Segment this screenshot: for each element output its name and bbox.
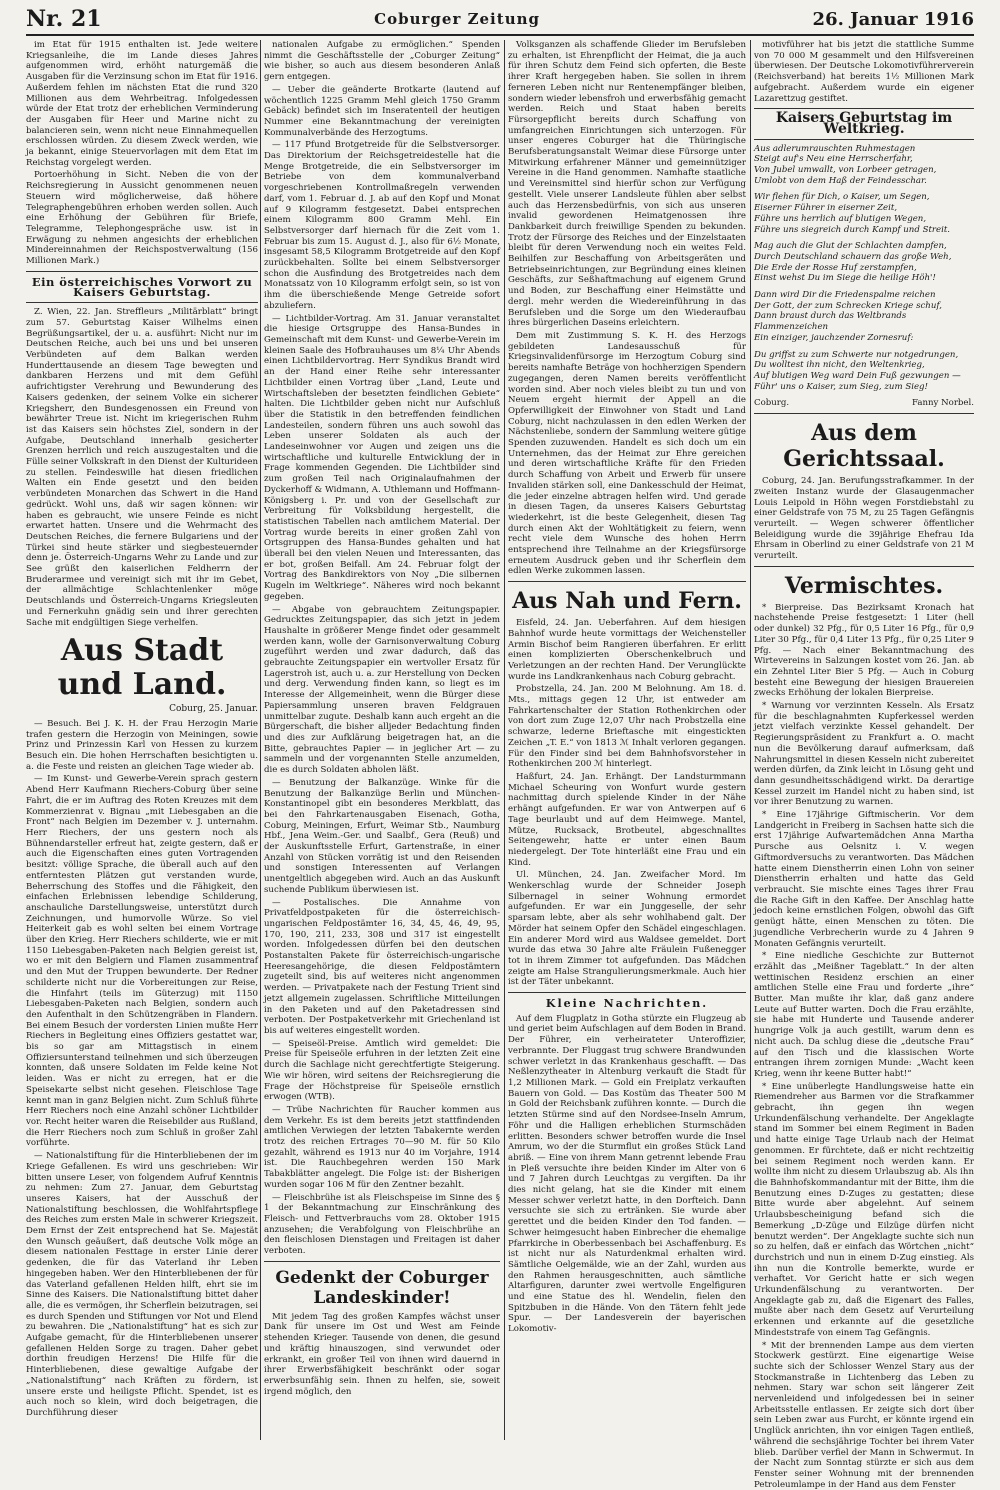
article-paragraph: motivführer hat bis jetzt die stattliche Summe von 70 000 M gesammelt und den Hilfsvereinen überwiesen. Der Deutsche Lokomotivführerverein (Reichsverband) hat bereits 1½ Millionen Mark aufgebracht. Außerdem wurde ein eigener Lazarettzug gestiftet. <box>754 40 974 104</box>
article-paragraph: — Abgabe von gebrauchtem Zeitungspapier. Gedrucktes Zeitungspapier, das sich jetzt in jedem Haushalte in größerer Menge findet oder gesammelt werden kann, wolle der Garnisonverwaltung Coburg zugeführt werden und zwar dadurch, daß das gebrauchte Zeitungspapier ein wertvoller Ersatz für Lagerstroh ist, auch u. a. zur Herstellung von Decken und derg. Verwendung finden kann, so liegt es im Interesse der Allgemeinheit, wenn die Bürger diese Papiersammlung unseren braven Feldgrauen unmittelbar zugute. Deshalb kann auch ergeht an die Bürgerschaft, die bisher alljeder Bedachtung finden und dies zur Aufklärung beigetragen hat, an die Bitte, gebrauchtes Papier — in jeglicher Art — zu sammeln und der vorgenannten Stelle anzumelden, die es durch Soldaten abholen läßt. <box>264 604 500 776</box>
poem-line: Dann wird Dir die Friedenspalme reichen <box>754 290 936 301</box>
article-paragraph: nationalen Aufgabe zu ermöglichen.“ Spenden nimmt die Geschäftsstelle der „Coburger Zeitung“ wie bisher, so auch aus diesem besonderen Anlaß gern entgegen. <box>264 40 500 83</box>
article-paragraph: Z. Wien, 22. Jan. Streffleurs „Militärblatt“ bringt zum 57. Geburtstag Kaiser Wilhelms einen Begrüßungsartikel, der u. a. ausführt: Nicht nur im Deutschen Reiche, auch bei uns und bei unseren Verbündeten auf dem Balkan werden Hunderttausende an diesem Tage bewegten und dankbaren Herzens und mit dem Gefühl aufrichtigster Verehrung und Bewunderung des Kaisers gedenken, der seinem Volke ein sicherer Kriegsherr, den Bundesgenossen ein Freund von bewährter Treue ist. Nicht im kriegerischen Ruhm ist das Kaisers sein höchstes Ziel, sondern in der Aufgabe, Deutschland innerhalb gesicherter Grenzen herrlich und reich auszugestalten und die Fülle seiner Volkskraft in den Dienst der Kulturideen zu stellen. Feindeswille hat diesen friedlichen Walten ein Ende gesetzt und den beiden verbündeten Monarchen das Schwert in die Hand gedrückt. Wohl uns, daß wir sagen können: wir haben es gebraucht, wie unsere Feinde es nicht erwartet hatten. Unsere und die Wehrmacht des Deutschen Reiches, die fernere Bulgariens und der Türkei sind heute stärker und siegbesteuernder denn je. Österreich-Ungarns Wehr zu Lande und zur See grüßt den kaiserlichen Feldherrn der Bruderarmee und vereinigt sich mit ihr im Gebet, der allmächtige Schlachtenlenker möge Deutschlands und Österreich-Ungarns Kriegsleuten und Fernerkuhn gnädig sein und ihrer gerechten Sache mit endgültigen Siege verhelfen. <box>26 307 258 628</box>
poem-line: Aus adlerumrauschten Ruhmestagen <box>754 143 916 154</box>
poem-stanza <box>754 144 974 187</box>
column-4 <box>754 40 974 1490</box>
article-paragraph: — Im Kunst- und Gewerbe-Verein sprach gestern Abend Herr Kaufmann Riechers-Coburg über seine Fahrt, die er im Auftrag des Roten Kreuzes mit dem Kommerzienrat v. Bignau „mit Liebesgaben an die Front“ nach Belgien im Dezember v. J. unternahm. Herr Riechers, der uns gestern noch als Bühnendarsteller erfreut hat, zeigte gestern, daß er auch die Eigenschaften eines guten Vortragenden besitzt: völlige Sprache, die überall auch auf den entferntesten Plätzen gut verstanden wurde, Beherrschung des Stoffes und die Fähigkeit, den einfachen Erlebnissen lebendige Schilderung, anschauliche Darstellungsweise, unterstützt durch Zeichnungen, und humorvolle Würze. So viel Heiterkeit gab es wohl selten bei einem Vortrage über den Krieg. Herr Riechers schilderte, wie er mit 1150 Liebesgaben-Paketen nach Belgien gereist ist, wo er mit den Belgiern und Flamen zusammentraf und den Mut der Truppen bewunderte. Der Redner schilderte nicht nur die Vorbereitungen zur Reise, die Hinfahrt (teils im Güterzug) mit 1150 Liebesgaben-Paketen nach Belgien, sondern auch den Aufenthalt in den Schützengräben in Flandern. Bei einem Besuch der vordersten Linien mußte Herr Riechers in Begleitung eines Offiziers gestattet war, bis so gar am Mittagstisch in einem Offiziersunterstand teilnehmen und sich überzeugen konnten, daß unsere Soldaten im Felde keine Not leiden. Was er nicht zu erregen, hat er die Speisekarte selbst nicht gesehen. Fleischlose Tage kennt man in ganz Belgien nicht. Zum Schluß führte Herr Riechers noch eine Anzahl schöner Lichtbilder vor. Recht heiter waren die Reisebilder aus Rußland, die Herr Riechers noch zum Schluß in großer Zahl vorführte. <box>26 774 258 1149</box>
columns <box>26 40 974 1490</box>
article-paragraph: Portoerhöhung in Sicht. Neben die von der Reichsregierung in Aussicht genommenen neuen Steuern wird möglicherweise, daß höhere Telegraphengebühren erhoben werden sollen. Auch eine Erhöhung der Gebühren für Briefe, Telegramme, Telephongespräche usw. ist in Erwägung zu nehmen angesichts der erheblichen Mindereinnahmen der Reichspostverwaltung (156 Millionen Mark.) <box>26 170 258 267</box>
dateline: Coburg, 25. Januar. <box>169 704 258 715</box>
article-paragraph: Probstzella, 24. Jan. 200 M Belohnung. Am 18. d. Mts., mittags gegen 12 Uhr, ist entweder am Fahrkartenschalter der Station Rothenkirchen oder von dort zum Zuge 12,07 Uhr nach Probstzella eine schwarze, lederne Brieftasche mit eingestickten Zeichen „T. E.“ von 1813 ℳ Inhalt verloren gegangen. Für den Finder sind bei dem Bahnhofsvorsteher in Rothenkirchen 200 ℳ hinterlegt. <box>508 684 746 770</box>
poem-line: Ein einziger, jauchzender Zornesruf: <box>754 332 914 343</box>
poem-line: Wir flehen für Dich, o Kaiser, um Segen, <box>754 192 930 203</box>
poem-line: Von Jubel umwallt, von Lorbeer getragen, <box>754 165 937 176</box>
divider <box>264 1261 500 1262</box>
article-paragraph: — Fleischbrühe ist als Fleischspeise im Sinne des § 1 der Bekanntmachung zur Einschränkung des Fleisch- und Fettverbrauchs vom 28. Oktober 1915 anzusehen; die Verabfolgung von Fleischbrühe an den fleischlosen Dienstagen und Freitagen ist daher verboten. <box>264 1192 500 1257</box>
poem-line: Du griffst zu zum Schwerte nur notgedrungen, <box>754 349 959 360</box>
divider <box>26 302 258 303</box>
article-paragraph: * Eine unüberlegte Handlungsweise hatte ein Riemendreher aus Barmen vor die Strafkammer gebracht, ihn gegen ihn wegen Urkundenfälschung verhandelte. Der Angeklagte stand im Sommer bei einem Regiment in Baden und hatte einige Tage Urlaub nach der Heimat genommen. Er fürchtete, daß er nicht rechtzeitig bei seinem Regiment noch werden kann. Er wollte ihm nicht zu diesem Urlaubszug ab. Als ihn die Bahnhofskommandantur mit der Bitte, ihm die Benutzung eines D-Zuges zu gestatten; diese Bitte wurde aber abgelehnt. Auf seinem Urlaubsbescheinigung befand sich die Bemerkung „D-Züge und Eilzüge dürfen nicht benutzt werden“. Der Angeklagte suchte sich nun so zu helfen, daß er einfach das Wörtchen „nicht“ durchstrich und nun in einem D-Zug einstieg. Als ihn nun die Kontrolle bemerkte, wurde er verhaftet. Vor Gericht hatte er sich wegen Urkundenfälschung zu verantworten. Der Angeklagte gab zu, daß die Eigenart des Falles, mußte aber nach dem Gesetz auf Verurteilung erkennen und erkannte auf die gesetzliche Mindeststrafe von einem Tag Gefängnis. <box>754 1081 974 1338</box>
article-paragraph: Auf dem Flugplatz in Gotha stürzte ein Flugzeug ab und geriet beim Aufschlagen auf dem Boden in Brand. Der Führer, ein verheirateter Unteroffizier, verbrannte. Der Fluggast trug schwere Brandwunden schwer verletzt in das Krankenhaus geschafft. — Das Neßlenzytheater in Altenburg verkauft die Stadt für 1,2 Millionen Mark. — Gold ein Freiplatz verkauften Bauern von Gold. — Das Kostüm das Theater 500 M in Gold der Reichsbank zuführen konnte. — Durch die letzten Stürme sind auf den Nordsee-Inseln Amrum, Föhr und die Halligen erheblichen Sturmschäden erlitten. Besonders schwer betroffen wurde die Insel Amrum, wo der die Sturmflut ein großes Stück Land abriß. — Eine von ihrem Mann getrennt lebende Frau in Pleß versuchte ihre beiden Kinder im Alter von 6 und 7 Jahren durch Leuchtgas zu vergiften. Da ihr dies nicht gelang, hat sie die Kinder mit einem Messer schwer verletzt hatte, in den Dorfteich. Dann versuchte sie sich zu ertränken. Sie wurde aber gerettet und die beiden Kinder den Tod fanden. — Schwer heimgesucht haben Einbrecher die ehemalige Pfarrkirche in Oberbessenbach bei Aschaffenburg. Es ist nicht nur als Naturdenkmal erhalten wird. Sämtliche Oelgemälde, wie an der Zahl, wurden aus den Rahmen herausgeschnitten, auch sämtliche Altarfiguren, darunter zwei wertvolle Engelfiguren und eine Statue des hl. Wendelin, fielen den Spitzbuben in die Hände. Von den Tätern fehlt jede Spur. — Der Landesverein der bayerischen Lokomotiv- <box>508 1013 746 1335</box>
poem-line: Durch Deutschland schauern das große Weh, <box>754 251 952 262</box>
divider <box>754 413 974 414</box>
column-divider <box>750 40 751 1440</box>
poem-stanza <box>754 290 974 344</box>
divider <box>754 139 974 140</box>
poem-line: Du wolltest ihn nicht, den Weltenkrieg, <box>754 360 925 371</box>
section-heading: Vermischtes. <box>784 572 944 599</box>
poem-line: Dann braust durch das Weltbrands Flammenzeichen <box>754 311 907 333</box>
article-paragraph: — Besuch. Bei J. K. H. der Frau Herzogin Marie trafen gestern die Herzogin von Meiningen, sowie Prinz und Prinzessin Karl von Hessen zu kurzem Besuch ein. Die hohen Herrschaften besichtigten u. a. die Feste und reisten an gleichen Tage wieder ab. <box>26 718 258 772</box>
divider <box>508 581 746 582</box>
article-paragraph: — Ueber die geänderte Brotkarte (lautend auf wöchentlich 1225 Gramm Mehl gleich 1750 Gramm Gebäck) befindet sich im Inseratenteil der heutigen Nummer eine Bekanntmachung der vereinigten Kommunalverbände des Herzogtums. <box>264 84 500 138</box>
column-1 <box>26 40 258 1440</box>
column-divider <box>504 40 505 1440</box>
article-paragraph: * Mit der brennenden Lampe aus dem vierten Stockwerk gestürzt. Eine eigenartige Weise suchte sich der Schlosser Wenzel Stary aus der Stockmanstraße in Lichtenberg das Leben zu nehmen. Stary war schon seit längerer Zeit nervenleidend und infolgedessen bei in seiner Arbeitsstelle entlassen. Er zeigte sich dort über sein Leben zwar aus Furcht, er könnte irgend ein Unglück anrichten, ihn vor einigen Tagen entließ, während die sechsjährige Tochter bei ihrem Vater blieb. Darüber verfiel der Mann in Schwermut. In der Nacht zum Sonntag stürzte er sich aus dem Fenster seiner Wohnung mit der brennenden Petroleumlampe in der Hand aus dem Fenster <box>754 1340 974 1490</box>
poem-stanza <box>754 192 974 235</box>
issue-number: Nr. 21 <box>26 6 102 32</box>
poem-line: Eiserner Führer in eiserner Zeit, <box>754 203 898 214</box>
divider <box>754 566 974 567</box>
issue-date: 26. Januar 1916 <box>812 8 974 30</box>
column-3 <box>508 40 746 1440</box>
article-paragraph: — Lichtbilder-Vortrag. Am 31. Januar veranstaltet die hiesige Ortsgruppe des Hansa-Bundes in Gemeinschaft mit dem Kunst- und Gewerbe-Verein im kleinen Saale des Hofbrauhauses um 8¼ Uhr Abends einen Lichtbildervortrag. Herr Syndikus Brandt wird an der Hand einer Reihe sehr interessanter Lichtbilder einen Vortrag über „Land, Leute und Wirtschaftsleben der besetzten feindlichen Gebiete“ halten. Die Lichtbilder geben nicht nur Aufschluß über die Statistik in den betreffenden feindlichen Landesteilen, sondern führen uns auch sowohl das Leben unserer Soldaten als auch der Landeseinwohner vor Augen und zeigen uns die wirtschaftliche und kulturelle Entwicklung der in Frage kommenden Gegenden. Die Lichtbilder sind zum großen Teil nach Originalaufnahmen der Dyckerhoff & Widmann, A. Uthlemann und Hoffmann-Königsberg i. Pr. und von der Gesellschaft zur Verbreitung für Volksbildung hergestellt, die statistischen Tabellen nach amtlichem Material. Der Vortrag wurde bereits in einer großen Zahl von Ortsgruppen des Hansa-Bundes gehalten und hat überall bei den vielen Neuen und Interessanten, das er bot, großen Beifall. Am 24. Februar folgt der Vortrag des Bankdirektors von Noy „Die silbernen Kugeln im Weltkriege“. Näheres wird noch bekannt gegeben. <box>264 313 500 602</box>
section-heading: Aus Stadt und Land. <box>57 633 227 703</box>
signature-author: Fanny Norbel. <box>911 398 974 409</box>
section-heading: Aus dem Gerichtssaal. <box>783 420 945 473</box>
poem <box>754 144 974 393</box>
section-heading: Kleine Nachrichten. <box>545 997 709 1011</box>
article-paragraph: * Bierpreise. Das Bezirksamt Kronach hat nachstehende Preise festgesetzt: 1 Liter (hell oder dunkel) 32 Pfg., für 0,5 Liter 16 Pfg., für 0,9 Liter 30 Pfg., für 0,4 Liter 13 Pfg., für 0,25 Liter 9 Pfg. — Nach einer Bekanntmachung des Wirtevereins in Salzungen kostet vom 26. Jan. ab ein Zehntel Liter Bier 5 Pfg. — Auch in Coburg besteht eine Bewegung der hiesigen Brauereien zwecks Erhöhung der lokalen Bierpreise. <box>754 602 974 699</box>
article-paragraph: — Speiseöl-Preise. Amtlich wird gemeldet: Die Preise für Speiseöle erfuhren in der letzten Zeit eine durch die Sachlage nicht gerechtfertigte Steigerung. Wie wir hören, wird seitens der Reichsregierung die Frage der Höchstpreise für Speiseöle ernstlich erwogen (WTB). <box>264 1038 500 1103</box>
article-paragraph: Coburg, 24. Jan. Berufungsstrafkammer. In der zweiten Instanz wurde der Glasaugenmacher Louis Leipold in Höhn wegen Forstdiebstahl zu einer Geldstrafe von 75 M, zu 25 Tagen Gefängnis verurteilt. — Wegen schwerer öffentlicher Beleidigung wurde die 39jährige Ehefrau Ida Ehrsam in Oberlind zu einer Geldstrafe von 21 M verurteilt. <box>754 476 974 562</box>
poem-line: Einst wehst Du im Siege die heilige Höh'! <box>754 273 936 284</box>
poem-line: Der Gott, der zum Schrecken Kriege schuf, <box>754 300 942 311</box>
article-paragraph: Volksganzen als schaffende Glieder im Berufsleben zu erhalten, ist Ehrenpflicht der Heimat, die ja auch für ihren Schutz dem Feind sich opferten, die Beste ihrer Kraft hergegeben haben. Sie sollen in ihrem ferneren Leben nicht nur Rentenempfänger bleiben, sondern wieder lebensfroh und erwerbsfähig gemacht werden. Reich und Staat haben bereits Fürsorgepflicht bereits durch Schaffung von umfangreichen Einrichtungen sich unterzogen. Für unser engeres Coburger hat die Thüringische Berufsberatungsanstalt Weimar diese Fürsorge unter Mitwirkung erfahrener Männer und gemeinnütziger Vereine in die Hand genommen. Namhafte staatliche und Vereinsmittel sind hierfür schon zur Verfügung gestellt. Viele unserer Landsleute fühlen aber selbst auch das Herzensbedürfnis, von sich aus unseren invalid gewordenen Heimatgenossen ihre Dankbarkeit durch freiwillige Spenden zu bekunden. Trotz der Fürsorge des Reiches und der Einzelstaaten bleibt für deren Verwendung noch ein weites Feld. Beihilfen zur Beschaffung von Arbeitsgeräten und Betriebseinrichtungen, zur Begründung eines kleinen Geschäfts, zur Seßhaftmachung auf eigenem Grund und Boden, zur Beschaffung einer Heimstätte und dergl. mehr werden die Wiedereinführung in das Berufsleben und die Sorge um den Wiederaufbau ihres bürgerlichen Daseins erleichtern. <box>508 40 746 329</box>
newspaper-title: Coburger Zeitung <box>374 10 540 28</box>
signature-place: Coburg. <box>754 398 790 409</box>
poem-line: Die Erde der Rosse Huf zerstampfen, <box>754 262 917 273</box>
poem-stanza <box>754 350 974 393</box>
article-paragraph: Mit jedem Tag des großen Kampfes wächst unser Dank für unsere im Ost und West am Feinde stehenden Krieger. Tausende von denen, die gesund und kräftig hinauszogen, sind verwundet oder erkrankt, ein großer Teil von ihnen wird dauernd in ihrer Erwerbsfähigkeit beschränkt oder sogar erwerbsunfähig sein. Ihnen zu helfen, sie, soweit irgend möglich, den <box>264 1311 500 1397</box>
article-paragraph: Dem mit Zustimmung S. K. H. des Herzogs gebildeten Landesausschuß für Kriegsinvalidenfürsorge im Herzogtum Coburg sind bereits namhafte Beträge von hochherzigen Spendern zugegangen, deren Namen bereits veröffentlicht worden sind. Aber noch vieles bleibt zu tun und von Neuem ergeht hiermit der Appell an die Opferwilligkeit der Einwohner von Stadt und Land Coburg, nicht nachzulassen in den edlen Werken der Nächstenliebe, sondern der Sammlung weitere gütige Spenden zuzuwenden. Handelt es sich doch um ein Unternehmen, das der Heimat zur Ehre gereichen und deren wirtschaftliche Kräfte für den Frieden durch Schaffung von Arbeit und Erwerb für unsere Invaliden stärken soll, eine Dankesschuld der Heimat, die jeder einzelne abtragen helfen wird. Und gerade in diesen Tagen, da unseres Kaisers Geburtstag wiederkehrt, ist die beste Gelegenheit, diesen Tag durch einen Akt der Wohltätigkeit zu feiern, wenn recht viele dem Wunsche des hohen Herrn entsprechend ihre Teilnahme an der Kriegsfürsorge erneutem Ausdruck geben und ihr Scherflein dem edlen Werke zukommen lassen. <box>508 330 746 577</box>
poem-signature <box>754 398 974 409</box>
article-paragraph: — Nationalstiftung für die Hinterbliebenen der im Kriege Gefallenen. Es wird uns geschrieben: Wir bitten unsere Leser, von folgendem Aufruf Kenntnis zu nehmen: Zum 27. Januar, dem Geburtstag unseres Kaisers, hat der Ausschuß der Nationalstiftung beschlossen, die Wohlfahrtspflege des Reiches zum ersten Male in schwerer Kriegszeit. Dem Ernst der Zeit entsprechend hat Se. Majestät den Wunsch geäußert, daß deutsche Volk möge an diesem nationalen Festtage in erster Linie derer gedenken, die für das Vaterland ihr Leben hingegeben haben. Wer den Hinterbliebenen der für das Vaterland gefallenen Helden hilft, ehrt sie im Sinne des Kaisers. Die Nationalstiftung bittet daher alle, die es vermögen, ihr Scherflein beizutragen, sei es durch Spenden und Stiftungen vor Not und Elend zu bewahren. Die „Nationalstiftung“ hat es sich zur Aufgabe gemacht, für die Hinterbliebenen unserer gefallenen Helden Sorge zu tragen. Daher gebet dorthin freudigen Herzens! Die Hilfe für die Hinterbliebenen, diese gewaltige Aufgabe der „Nationalstiftung“ nach Kräften zu fördern, ist unsere erste und heiligste Pflicht. Spendet, ist es auch noch so klein, wird doch beigetragen, die Durchführung dieser <box>26 1151 258 1418</box>
divider <box>26 271 258 272</box>
article-paragraph: Haßfurt, 24. Jan. Erhängt. Der Landsturmmann Michael Scheuring von Wonfurt wurde gestern nachmittag durch spielende Kinder in der Nähe erhängt aufgefunden. Er war von Antwerpen auf 6 Tage beurlaubt und auf dem Heimwege. Mantel, Mütze, Rucksack, Brotbeutel, abgeschnalltes Seitengewehr, hatte er unter einen Baum niedergelegt. Der Tote hinterläßt eine Frau und ein Kind. <box>508 772 746 868</box>
article-paragraph: im Etat für 1915 enthalten ist. Jede weitere Kriegsanleihe, die im Lande dieses Jahres aufgenommen wird, erhöht naturgemäß die Ausgaben für die Verzinsung schon im Etat für 1916. Außerdem fehlen im nächsten Etat die rund 320 Millionen aus dem Wehrbeitrag. Infolgedessen würde der Etat trotz der erheblichen Verminderung der Ausgaben für Heer und Marine nicht zu balancieren sein, wenn nicht neue Einnahmequellen erschlossen würden. Zu diesem Zweck werden, wie ja bekannt, einige Steuervorlagen mit dem Etat im Reichstag vorgelegt werden. <box>26 40 258 168</box>
poem-line: Umlobt von dem Haß der Feindesschar. <box>754 175 927 186</box>
article-paragraph: * Eine 17jährige Giftmischerin. Vor dem Landgericht in Freiberg in Sachsen hatte sich die erst 17jährige Aufwartemädchen Anna Martha Pursche aus Oelsnitz i. V. wegen Giftmordversuchs zu verantworten. Das Mädchen hatte einem Dienstherrin einen Lohn von seiner Dienstherrin erhalten und hatte das Geld verbraucht. Sie mischte eines Tages ihrer Frau die Rache Gift in den Kaffee. Der Anschlag hatte jedoch keine ernstlichen Folgen, obwohl das Gift genügt hätte, einen Menschen zu töten. Die jugendliche Verbrecherin wurde zu 4 Jahren 9 Monaten Gefängnis verurteilt. <box>754 810 974 949</box>
poem-line: Führe uns herrlich auf blutigen Wegen, <box>754 213 927 224</box>
poem-line: Auf blutigen Weg ward Dein Fuß gezwungen — <box>754 370 961 381</box>
poem-stanza <box>754 241 974 284</box>
column-divider <box>260 40 261 1440</box>
article-paragraph: * Warnung vor verzinnten Kesseln. Als Ersatz für die beschlagnahmten Kupferkessel werden jetzt vielfach verzinkte Kessel gehandelt. Der Regierungspräsident zu Frankfurt a. O. macht nun die Bevölkerung darauf aufmerksam, daß Nahrungsmittel in diesen Kesseln nicht zubereitet werden dürfen, da Zink leicht in Lösung geht und dann gesundheitsschädigend wirkt. Da derartige Kessel zurzeit im Handel nicht zu haben sind, ist vor ihrer Benutzung zu warnen. <box>754 701 974 808</box>
poem-line: Führe uns siegreich durch Kampf und Streit. <box>754 224 951 235</box>
article-paragraph: Eisfeld, 24. Jan. Ueberfahren. Auf dem hiesigen Bahnhof wurde heute vormittags der Weichensteller Armin Bischof beim Rangieren überfahren. Er erlitt einen komplizierten Oberschenkelbruch und Verletzungen an der rechten Hand. Der Verunglückte wurde ins Landkrankenhaus nach Coburg gebracht. <box>508 618 746 682</box>
poem-line: Führ' uns o Kaiser, zum Sieg, zum Sieg! <box>754 381 929 392</box>
poem-line: Steigt auf's Neu eine Herrscherfahr, <box>754 154 913 165</box>
section-heading: Aus Nah und Fern. <box>512 588 742 615</box>
poem-line: Mag auch die Glut der Schlachten dampfen, <box>754 241 947 252</box>
masthead <box>26 4 974 36</box>
article-paragraph: — Postalisches. Die Annahme von Privatfeldpostpaketen für die österreichisch-ungarischen Feldpostämter 16, 34, 45, 46, 49, 95, 170, 190, 211, 233, 308 und 317 ist eingestellt worden. Infolgedessen dürfen bei den deutschen Postanstalten Pakete für österreichisch-ungarische Heeresangehörige, die diesen Feldpostämtern zugeteilt sind, bis auf weiteres nicht angenommen werden. — Privatpakete nach der Festung Trient sind jetzt allgemein zugelassen. Schriftliche Mitteilungen in den Paketen und auf den Paketadressen sind verboten. Der Postpaketverkehr mit Griechenland ist bis auf weiteres eingestellt worden. <box>264 897 500 1036</box>
article-paragraph: — 117 Pfund Brotgetreide für die Selbstversorger. Das Direktorium der Reichsgetreidestelle hat die Menge Brotgetreide, die ein Selbstversorger im Betriebe von dem kommunalverband vorgeschriebenen Kontrollmaßregeln verwenden darf, vom 1. Februar d. J. ab auf den Kopf und Monat auf 9 Kilogramm festgesetzt. Dabei entsprechen einem Kilogramm 800 Gramm Mehl. Ein Selbstversorger darf hiernach für die Zeit vom 1. Februar bis zum 15. August d. J., also für 6½ Monate, insgesamt 58,5 Kilogramm Brotgetreide auf den Kopf zurückbehalten. Sollte bei einem Selbstversorger schon die Ausfindung des Brotgetreides nach dem Monatssatz von 10 Kilogramm erfolgt sein, so ist von ihm die überschießende Menge Getreide sofort abzuliefern. <box>264 140 500 311</box>
section-heading: Gedenkt der Coburger Landeskinder! <box>275 1267 489 1308</box>
divider <box>754 108 974 109</box>
article-paragraph: * Eine niedliche Geschichte zur Butternot erzählt das „Meißner Tageblatt.“ In der alten wettinischen Residenz erschien an einer amtlichen Stelle eine Frau und forderte „ihre“ Butter. Man mußte ihr klar, daß ganz andere Leute auf Butter warten. Doch die Frau erzählte, sie habe mit Hunderte und Tausende anderer hungrige Volk ja auch gestillt, warum denn es nicht auch. Da schlug diese die „deutsche Frau“ auf den Tisch und die klassischen Worte entrangen ihrem zornigen Munde: „Wacht keen Krieg, wenn ihr keene Butter habt!“ <box>754 951 974 1079</box>
poem-title: Kaisers Geburtstag im Weltkrieg. <box>775 110 953 137</box>
article-paragraph: Ul. München, 24. Jan. Zweifacher Mord. Im Wenkerschlag wurde der Schneider Joseph Silbernagel in seiner Wohnung ermordet aufgefunden. Er war ein Junggeselle, der sehr sparsam lebte, aber als sehr wohlhabend galt. Der Mörder hat seinem Opfer den Schädel eingeschlagen. Ein anderer Mord wird aus Waldsee gemeldet. Dort wurde das etwa 30 Jahre alte Fräulein Fußenegger tot in ihrem Zimmer tot aufgefunden. Das Mädchen zeigte am Halse Strangulierungsmerkmale. Auch hier ist der Täter unbekannt. <box>508 870 746 988</box>
article-paragraph: — Benutzung der Balkanzüge. Winke für die Benutzung der Balkanzüge Berlin und München-Konstantinopel gibt ein besonderes Merkblatt, das bei den Fahrkartenausgaben Eisenach, Gotha, Coburg, Meiningen, Erfurt, Weimar Stb., Naumburg Hbf., Jena Weim.-Ger. und Saalbf., Gera (Reuß) und der Auskunftsstelle Erfurt, Gartenstraße, in einer Anzahl von Stücken vorrätig ist und den Reisenden und sonstigen Interessenten auf Verlangen unentgeltlich abgegeben wird. Auch an das Auskunft suchende Publikum überwiesen ist. <box>264 777 500 895</box>
divider <box>508 992 746 993</box>
article-paragraph: — Trübe Nachrichten für Raucher kommen aus dem Verkehr. Es ist dem bereits jetzt stattfindenden amtlichen Verwiegen der letzten Tabakernte werden trotz des reichen Ertrages 70—90 M. für 50 Kilo gezahlt, während es 1913 nur 40 im Vorjahre, 1914 ist. Die Rauchbegehren werden 150 Mark Tabakblätter angelegt. Die Folge ist: der Bisherigen wurden sogar 106 M für den Zentner bezahlt. <box>264 1104 500 1190</box>
column-2 <box>264 40 500 1440</box>
article-heading: Ein österreichisches Vorwort zu Kaisers Geburtstag. <box>31 274 253 300</box>
